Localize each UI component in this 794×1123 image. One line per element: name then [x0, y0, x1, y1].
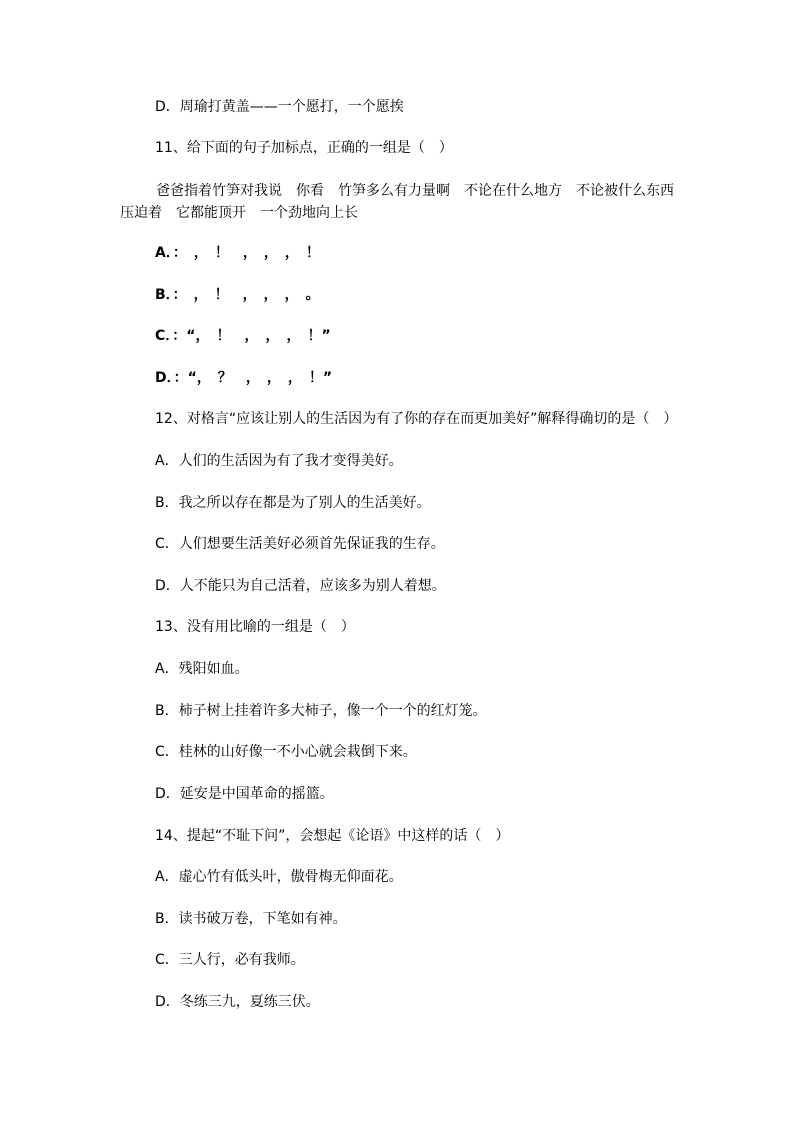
q11-option-d: D．：“， ？ ， ， ， ！” — [155, 370, 333, 386]
q11-option-b: B．： ， ！ ， ， ， 。 — [155, 287, 320, 303]
q11-option-c: C．：“， ！ ， ， ， ！” — [155, 328, 331, 344]
q13-option-b: B．柿子树上挂着许多大柿子，像一个一个的红灯笼。 — [155, 703, 487, 719]
q14-stem: 14、提起“不耻下问”，会想起《论语》中这样的话（ ） — [155, 828, 510, 844]
q13-option-a: A．残阳如血。 — [155, 661, 249, 677]
q10-option-d: D．周瑜打黄盖——一个愿打，一个愿挨 — [155, 99, 404, 115]
q13-stem: 13、没有用比喻的一组是（ ） — [155, 619, 355, 635]
q12-stem: 12、对格言“应该让别人的生活因为有了你的存在而更加美好”解释得确切的是（ ） — [155, 411, 678, 427]
q14-option-d: D．冬练三九，夏练三伏。 — [155, 994, 320, 1010]
q12-option-a: A．人们的生活因为有了我才变得美好。 — [155, 453, 403, 469]
q11-stem: 11、给下面的句子加标点，正确的一组是（ ） — [155, 140, 453, 156]
q13-option-d: D．延安是中国革命的摇篮。 — [155, 786, 334, 802]
q14-option-b: B．读书破万卷，下笔如有神。 — [155, 911, 347, 927]
q14-option-c: C．三人行，必有我师。 — [155, 952, 305, 968]
q12-option-d: D．人不能只为自己活着，应该多为别人着想。 — [155, 578, 446, 594]
q11-option-a: A．： ， ！ ， ， ， ！ — [155, 245, 320, 261]
q12-option-c: C．人们想要生活美好必须首先保证我的生存。 — [155, 536, 445, 552]
q11-passage: 爸爸指着竹笋对我说 你看 竹笋多么有力量啊 不论在什么地方 不论被什么东西压迫着 它都能顶开 一个劲地向上长 — [120, 183, 674, 221]
q12-option-b: B．我之所以存在都是为了别人的生活美好。 — [155, 495, 431, 511]
q14-option-a: A．虚心竹有低头叶，傲骨梅无仰面花。 — [155, 869, 403, 885]
q13-option-c: C．桂林的山好像一不小心就会栽倒下来。 — [155, 744, 417, 760]
